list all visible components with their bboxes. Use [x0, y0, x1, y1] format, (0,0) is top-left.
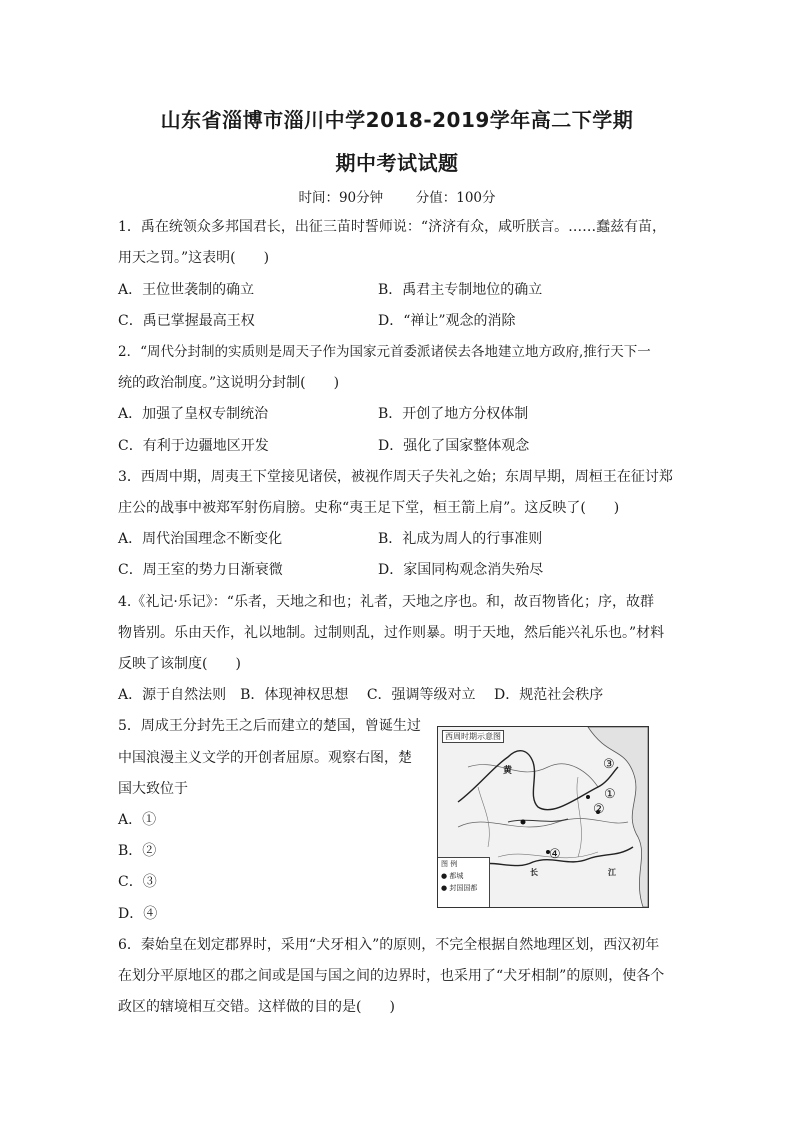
map-legend-state: ● 封国国都 — [441, 884, 478, 892]
q1-option-a: A．王位世袭制的确立 — [118, 282, 255, 298]
q2-option-c: C．有利于边疆地区开发 — [118, 438, 269, 454]
map-legend — [438, 857, 490, 907]
q5-stem-line1: 5．周成王分封先王之后而建立的楚国，曾诞生过 — [118, 718, 421, 734]
q3-stem-line1: 3．西周中期，周夷王下堂接见诸侯，被视作周天子失礼之始；东周早期，周桓王在征讨郑 — [118, 469, 673, 485]
q3-option-d: D．家国同构观念消失殆尽 — [378, 562, 544, 578]
q5-option-a: A．① — [118, 812, 157, 828]
q3-option-a: A．周代治国理念不断变化 — [118, 531, 283, 547]
map-marker-2: ② — [593, 802, 605, 817]
q3-stem-line2: 庄公的战事中被郑军射伤肩膀。史称“夷王足下堂，桓王箭上肩”。这反映了( ) — [118, 500, 620, 516]
q2-option-b: B．开创了地方分权体制 — [378, 406, 529, 422]
q6-stem-line1: 6．秦始皇在划定郡界时，采用“犬牙相入”的原则，不完全根据自然地理区划，西汉初年 — [118, 937, 660, 953]
q2-option-a: A．加强了皇权专制统治 — [118, 406, 269, 422]
q3-option-c: C．周王室的势力日渐衰微 — [118, 562, 283, 578]
q2-stem-line2: 统的政治制度。”这说明分封制( ) — [118, 375, 340, 391]
q5-option-c: C．③ — [118, 874, 157, 890]
q2-option-d: D．强化了国家整体观念 — [378, 438, 530, 454]
q1-option-c: C．禹已掌握最高王权 — [118, 313, 255, 329]
q5-option-b: B．② — [118, 843, 157, 859]
western-zhou-map — [437, 726, 649, 908]
q5-stem-line3: 国大致位于﻿ — [118, 781, 188, 797]
q5-option-d: D．④ — [118, 906, 158, 922]
exam-title-line1: 山东省淄博市淄川中学2018-2019学年高二下学期 — [160, 108, 634, 132]
map-marker-4: ④ — [549, 847, 561, 862]
q4-stem-line1: 4.《礼记·乐记》：“乐者，天地之和也；礼者，天地之序也。和，故百物皆化；序，故群 — [118, 594, 654, 610]
q1-option-d: D．“禅让”观念的消除 — [378, 313, 516, 329]
map-label-chang: 长 — [530, 868, 538, 877]
map-legend-capital: ● 都城 — [441, 872, 464, 880]
q6-stem-line3: 政区的辖境相互交错。这样做的目的是( ) — [118, 999, 395, 1015]
map-marker-3: ③ — [603, 757, 615, 772]
q6-stem-line2: 在划分平原地区的郡之间或是国与国之间的边界时，也采用了“犬牙相制”的原则，使各个 — [118, 968, 665, 984]
q2-stem-line1: 2．“周代分封制的实质则是周天子作为国家元首委派诸侯去各地建立地方政府,推行天下一 — [118, 344, 651, 360]
map-label-huang: 黄 — [503, 766, 513, 776]
score-label: 分值：100分 — [415, 190, 496, 206]
map-marker-1: ① — [604, 787, 616, 802]
q1-stem-line2: 用天之罚。”这表明( ) — [118, 250, 270, 266]
q1-stem-line1: 1．禹在统领众多邦国君长，出征三苗时誓师说：“济济有众，咸听朕言。……蠢兹有苗， — [118, 219, 667, 235]
time-label: 时间：90分钟 — [298, 190, 384, 206]
map-legend-title: 图 例 — [441, 860, 458, 868]
q4-stem-line2: 物皆别。乐由天作，礼以地制。过制则乱，过作则暴。明于天地，然后能兴礼乐也。”材料 — [118, 625, 665, 641]
q3-option-b: B．礼成为周人的行事准则 — [378, 531, 543, 547]
q5-stem-line2: 中国浪漫主义文学的开创者屈原。观察右图，楚 — [118, 750, 412, 766]
exam-title-line2: 期中考试试题 — [335, 151, 459, 175]
map-title: 西周时期示意图 — [442, 730, 504, 743]
q4-options: A．源于自然法则 B．体现神权思想 C．强调等级对立 D．规范社会秩序 — [118, 687, 604, 703]
q1-option-b: B．禹君主专制地位的确立 — [378, 282, 543, 298]
q4-stem-line3: 反映了该制度( ) — [118, 656, 241, 672]
map-label-jiang: 江 — [608, 868, 616, 877]
exam-meta — [0, 186, 794, 206]
